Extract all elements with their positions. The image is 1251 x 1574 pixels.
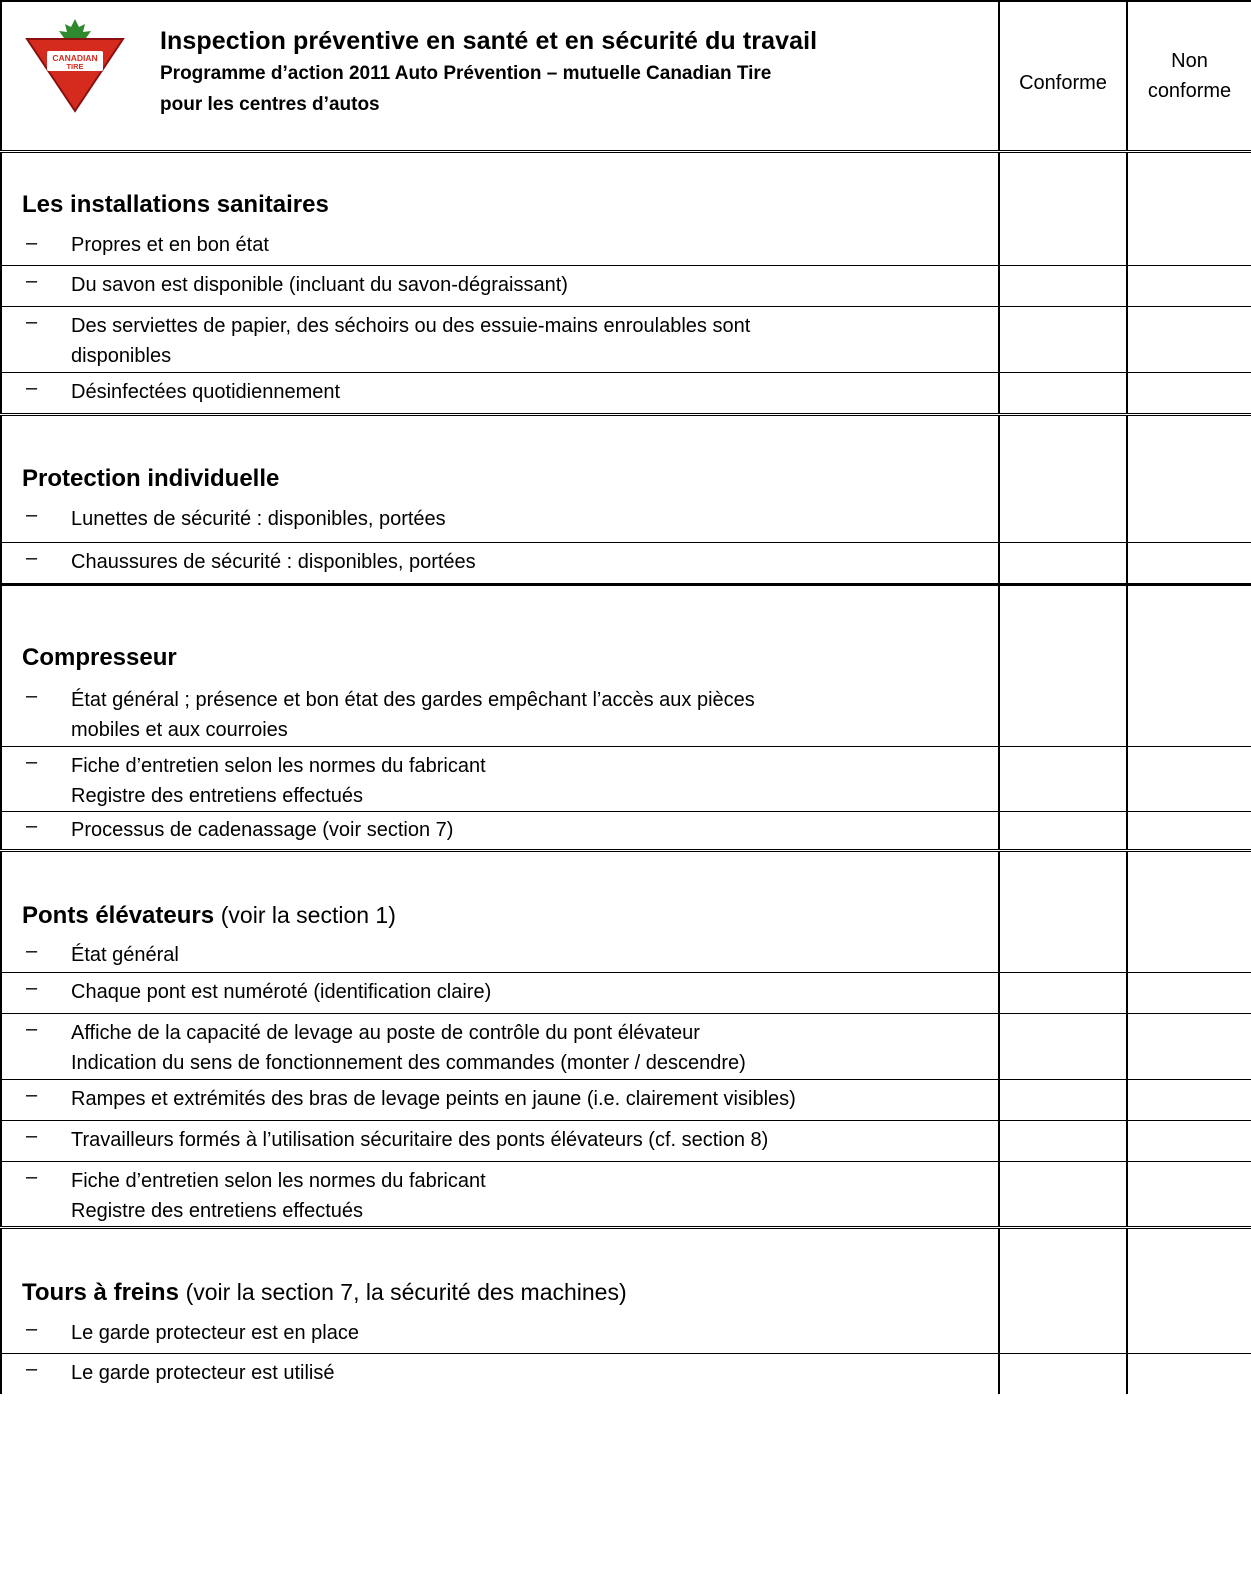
non-conforme-cell[interactable] — [1127, 543, 1251, 585]
checklist-item — [1, 1014, 999, 1080]
section-title: Compresseur — [22, 643, 177, 671]
dash-bullet: – — [26, 1166, 38, 1188]
non-conforme-cell[interactable] — [1127, 1316, 1251, 1354]
conforme-cell[interactable] — [999, 681, 1127, 747]
section-title: Protection individuelle — [22, 465, 280, 492]
checklist-row — [1, 681, 1251, 747]
document-title: Inspection préventive en santé et en sécurité du travail — [160, 27, 818, 55]
item-text-line1: Affiche de la capacité de levage au poste de contrôle du pont élévateur — [71, 1022, 700, 1044]
title-block — [160, 24, 817, 120]
conforme-cell[interactable] — [999, 1162, 1127, 1228]
non-conforme-cell[interactable] — [1127, 265, 1251, 306]
svg-text:CANADIAN: CANADIAN — [52, 53, 98, 63]
dash-bullet: – — [26, 376, 38, 399]
section-row — [1, 585, 1251, 681]
item-text-line2: mobiles et aux courroies — [71, 718, 288, 741]
section-row — [1, 850, 1251, 939]
title-cell — [1, 1, 999, 152]
column-header-conforme — [999, 1, 1127, 152]
dash-bullet: – — [26, 750, 38, 773]
item-text-line1: État général ; présence et bon état des gardes empêchant l’accès aux pièces — [71, 688, 755, 711]
checklist-item — [1, 502, 999, 543]
item-text-line1: Fiche d’entretien selon les normes du fabricant — [71, 1170, 486, 1192]
item-text-line1: Des serviettes de papier, des séchoirs ou des essuie-mains enroulables sont — [71, 314, 751, 337]
header-row — [1, 1, 1251, 152]
item-text: État général — [71, 944, 179, 966]
conforme-cell[interactable] — [999, 973, 1127, 1014]
item-text: Propres et en bon état — [71, 233, 269, 256]
dash-bullet: – — [26, 977, 38, 999]
item-text: Travailleurs formés à l’utilisation sécuritaire des ponts élévateurs (cf. section 8) — [71, 1129, 769, 1151]
dash-bullet: – — [26, 1084, 38, 1106]
canadian-tire-logo — [25, 17, 125, 113]
non-conforme-cell[interactable] — [1127, 746, 1251, 811]
non-conforme-cell[interactable] — [1127, 372, 1251, 414]
conforme-cell[interactable] — [999, 152, 1127, 228]
non-conforme-cell[interactable] — [1127, 1162, 1251, 1228]
item-text: Chaque pont est numéroté (identification claire) — [71, 981, 492, 1003]
column-header-non-line1: Non — [1171, 50, 1208, 72]
dash-bullet: – — [26, 231, 38, 254]
item-text: Du savon est disponible (incluant du savon-dégraissant) — [71, 273, 568, 296]
dash-bullet: – — [26, 940, 38, 962]
conforme-cell[interactable] — [999, 585, 1127, 681]
checklist-item — [1, 1316, 999, 1354]
section-title-cell — [1, 414, 999, 502]
non-conforme-cell[interactable] — [1127, 414, 1251, 502]
item-text: Le garde protecteur est en place — [71, 1321, 359, 1344]
checklist-row — [1, 1353, 1251, 1394]
item-text: Désinfectées quotidiennement — [71, 380, 341, 403]
non-conforme-cell[interactable] — [1127, 228, 1251, 266]
dash-bullet: – — [26, 310, 38, 333]
conforme-cell[interactable] — [999, 1080, 1127, 1121]
column-header-non-line2: conforme — [1147, 80, 1232, 102]
item-text: Le garde protecteur est utilisé — [71, 1361, 335, 1384]
non-conforme-cell[interactable] — [1127, 1228, 1251, 1316]
non-conforme-cell[interactable] — [1127, 306, 1251, 372]
checklist-row — [1, 1014, 1251, 1080]
conforme-cell[interactable] — [999, 811, 1127, 850]
checklist-row — [1, 1121, 1251, 1162]
checklist-row — [1, 1162, 1251, 1228]
checklist-row — [1, 939, 1251, 973]
item-text-line2: Indication du sens de fonctionnement des commandes (monter / descendre) — [71, 1052, 746, 1074]
non-conforme-cell[interactable] — [1127, 811, 1251, 850]
dash-bullet: – — [26, 1357, 38, 1380]
conforme-cell[interactable] — [999, 228, 1127, 266]
conforme-cell[interactable] — [999, 543, 1127, 585]
item-text-line2: disponibles — [71, 344, 172, 367]
checklist-row — [1, 228, 1251, 266]
conforme-cell[interactable] — [999, 265, 1127, 306]
section-note: (voir la section 1) — [220, 902, 396, 928]
checklist-row — [1, 1316, 1251, 1354]
section-row — [1, 152, 1251, 228]
conforme-cell[interactable] — [999, 1014, 1127, 1080]
checklist-item — [1, 543, 999, 585]
column-header-conforme-label: Conforme — [1019, 72, 1107, 94]
non-conforme-cell[interactable] — [1127, 1014, 1251, 1080]
section-row — [1, 1228, 1251, 1316]
checklist-row — [1, 1080, 1251, 1121]
conforme-cell[interactable] — [999, 939, 1127, 973]
checklist-row — [1, 973, 1251, 1014]
dash-bullet: – — [26, 547, 38, 569]
conforme-cell[interactable] — [999, 1121, 1127, 1162]
document-subtitle-line1: Programme d’action 2011 Auto Prévention – mutuelle Canadian Tire — [160, 63, 772, 84]
conforme-cell[interactable] — [999, 414, 1127, 502]
checklist-item — [1, 1121, 999, 1162]
checklist-item — [1, 811, 999, 850]
dash-bullet: – — [26, 814, 38, 837]
conforme-cell[interactable] — [999, 1353, 1127, 1394]
checklist-item — [1, 1353, 999, 1394]
checklist-row — [1, 265, 1251, 306]
section-note: (voir la section 7, la sécurité des machines) — [185, 1278, 627, 1305]
svg-text:TIRE: TIRE — [66, 62, 84, 71]
section-title-cell — [1, 850, 999, 939]
dash-bullet: – — [26, 684, 38, 707]
non-conforme-cell[interactable] — [1127, 1353, 1251, 1394]
checklist-item — [1, 1162, 999, 1228]
checklist-item — [1, 372, 999, 414]
checklist-item — [1, 681, 999, 747]
non-conforme-cell[interactable] — [1127, 939, 1251, 973]
conforme-cell[interactable] — [999, 1228, 1127, 1316]
conforme-cell[interactable] — [999, 1316, 1127, 1354]
non-conforme-cell[interactable] — [1127, 152, 1251, 228]
checklist-row — [1, 543, 1251, 585]
checklist-row — [1, 811, 1251, 850]
item-text-line2: Registre des entretiens effectués — [71, 1200, 364, 1222]
checklist-row — [1, 306, 1251, 372]
non-conforme-cell[interactable] — [1127, 681, 1251, 747]
item-text: Processus de cadenassage (voir section 7) — [71, 818, 454, 841]
checklist-item — [1, 1080, 999, 1121]
section-title-cell — [1, 152, 999, 228]
checklist-item — [1, 265, 999, 306]
checklist-item — [1, 973, 999, 1014]
non-conforme-cell[interactable] — [1127, 850, 1251, 939]
item-text-line2: Registre des entretiens effectués — [71, 784, 364, 807]
non-conforme-cell[interactable] — [1127, 1080, 1251, 1121]
checklist-item — [1, 746, 999, 811]
checklist-item — [1, 228, 999, 266]
checklist-item — [1, 306, 999, 372]
section-title-cell — [1, 1228, 999, 1316]
non-conforme-cell[interactable] — [1127, 502, 1251, 543]
section-title: Les installations sanitaires — [22, 190, 329, 218]
checklist-item — [1, 939, 999, 973]
checklist-row — [1, 502, 1251, 543]
dash-bullet: – — [26, 1317, 38, 1340]
document-subtitle-line2: pour les centres d’autos — [160, 94, 380, 115]
conforme-cell[interactable] — [999, 306, 1127, 372]
section-title: Tours à freins — [22, 1278, 179, 1306]
checklist-row — [1, 746, 1251, 811]
section-title-cell — [1, 585, 999, 681]
column-header-non-conforme — [1127, 1, 1251, 152]
dash-bullet: – — [26, 1018, 38, 1040]
section-title: Ponts élévateurs — [22, 902, 215, 929]
dash-bullet: – — [26, 504, 38, 526]
non-conforme-cell[interactable] — [1127, 585, 1251, 681]
conforme-cell[interactable] — [999, 502, 1127, 543]
item-text: Chaussures de sécurité : disponibles, portées — [71, 551, 476, 573]
dash-bullet: – — [26, 1125, 38, 1147]
checklist-row — [1, 372, 1251, 414]
conforme-cell[interactable] — [999, 746, 1127, 811]
conforme-cell[interactable] — [999, 372, 1127, 414]
conforme-cell[interactable] — [999, 850, 1127, 939]
non-conforme-cell[interactable] — [1127, 973, 1251, 1014]
item-text-line1: Fiche d’entretien selon les normes du fabricant — [71, 754, 486, 777]
dash-bullet: – — [26, 269, 38, 292]
item-text: Rampes et extrémités des bras de levage peints en jaune (i.e. clairement visibles) — [71, 1088, 796, 1110]
item-text: Lunettes de sécurité : disponibles, portées — [71, 508, 446, 530]
section-row — [1, 414, 1251, 502]
non-conforme-cell[interactable] — [1127, 1121, 1251, 1162]
